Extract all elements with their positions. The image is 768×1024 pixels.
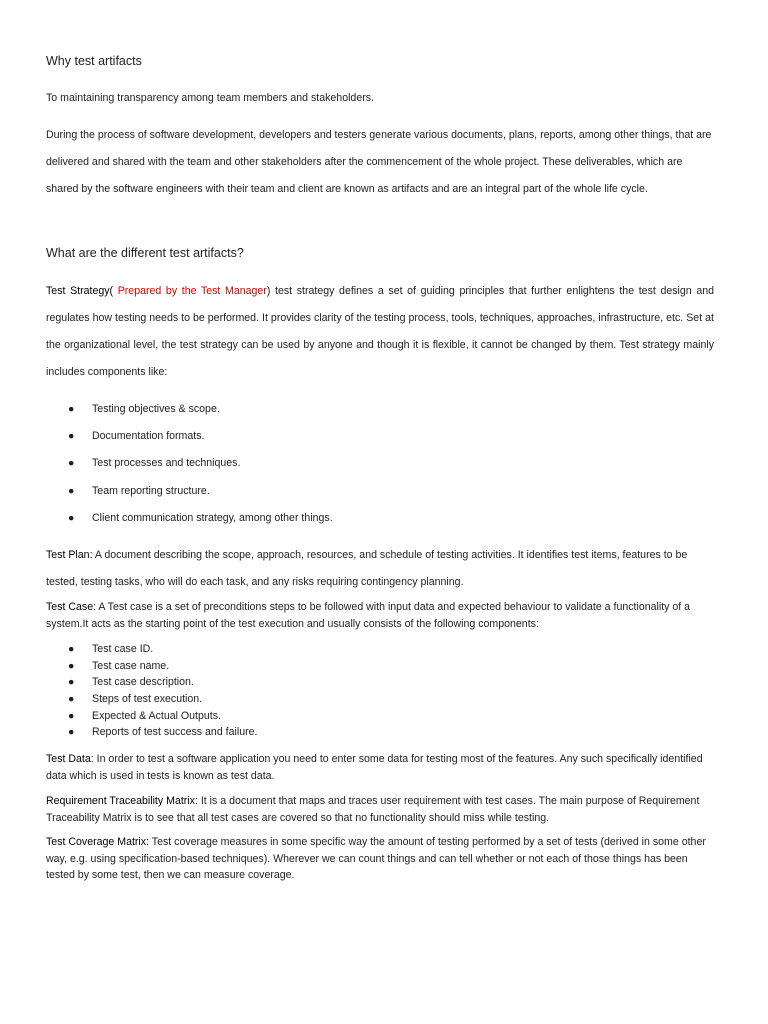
case-list-item bbox=[68, 659, 169, 673]
list-item-text: Documentation formats. bbox=[92, 430, 205, 442]
bullet-icon: ● bbox=[68, 693, 75, 705]
test-strategy-text: test strategy defines a set of guiding principles that further enlightens the test design and regulates how testing needs to be performed. It provides clarity of the testing process, tools, techniques, approaches, infrastructure, etc. Set at the organizational level, the test strategy can be used by anyone and though it is flexible, it cannot be changed by them. Test strategy mainly includes components like: bbox=[46, 285, 714, 378]
list-item-text: Expected & Actual Outputs. bbox=[92, 710, 221, 722]
test-data-paragraph bbox=[46, 751, 714, 784]
test-case-text: : A Test case is a set of preconditions steps to be followed with input data and expected behaviour to validate a functionality of a system.It acts as the starting point of the test execution and usually consists of the following components: bbox=[46, 601, 691, 630]
bullet-icon: ● bbox=[68, 676, 75, 688]
rtm-label: Requirement Traceability Matrix: bbox=[46, 795, 198, 807]
tcm-text: Test coverage measures in some specific way the amount of testing performed by a set of tests (derived in some other way, e.g. using specification-based techniques). Wherever we can count things and can tell whether or not each of those things has been tested by some test, then we can measure coverage. bbox=[46, 836, 706, 881]
tcm-paragraph bbox=[46, 834, 714, 884]
list-item-text: Team reporting structure. bbox=[92, 485, 210, 497]
bullet-icon: ● bbox=[68, 710, 75, 722]
heading-why-test-artifacts: Why test artifacts bbox=[46, 54, 142, 68]
rtm-paragraph bbox=[46, 793, 714, 826]
intro-text: To maintaining transparency among team members and stakeholders. bbox=[46, 92, 374, 104]
case-list-item bbox=[68, 725, 257, 739]
test-data-label: Test Data bbox=[46, 753, 91, 765]
strategy-list-item bbox=[68, 484, 210, 498]
test-plan-text: A document describing the scope, approach, resources, and schedule of testing activities. It identifies test items, features to be tested, testing tasks, who will do each task, and any risks requiring contingency planning. bbox=[46, 549, 688, 588]
test-case-label: Test Case bbox=[46, 601, 94, 613]
prepared-by-note: Prepared by the Test Manager bbox=[113, 285, 267, 297]
test-plan-paragraph bbox=[46, 542, 714, 596]
list-item-text: Reports of test success and failure. bbox=[92, 726, 258, 738]
tcm-label: Test Coverage Matrix: bbox=[46, 836, 150, 848]
case-list-item bbox=[68, 642, 153, 656]
bullet-icon: ● bbox=[68, 403, 75, 415]
strategy-list-item bbox=[68, 429, 204, 443]
bullet-icon: ● bbox=[68, 726, 75, 738]
heading-different-artifacts: What are the different test artifacts? bbox=[46, 246, 244, 260]
list-item-text: Steps of test execution. bbox=[92, 693, 203, 705]
case-list-item bbox=[68, 692, 202, 706]
list-item-text: Test processes and techniques. bbox=[92, 457, 241, 469]
bullet-icon: ● bbox=[68, 430, 75, 442]
bullet-icon: ● bbox=[68, 457, 75, 469]
list-item-text: Test case name. bbox=[92, 660, 170, 672]
test-strategy-close: ) bbox=[266, 285, 271, 297]
test-strategy-paragraph bbox=[46, 278, 714, 386]
bullet-icon: ● bbox=[68, 660, 75, 672]
strategy-list-item bbox=[68, 511, 333, 525]
case-list-item bbox=[68, 709, 221, 723]
list-item-text: Test case ID. bbox=[92, 643, 154, 655]
list-item-text: Testing objectives & scope. bbox=[92, 403, 220, 415]
list-item-text: Client communication strategy, among other things. bbox=[92, 512, 333, 524]
bullet-icon: ● bbox=[68, 643, 75, 655]
paragraph-artifacts: During the process of software development, developers and testers generate various documents, plans, reports, among other things, that are delivered and shared with the team and other stakeholders after the commencement of the whole project. These deliverables, which are shared by the software engineers with their team and client are known as artifacts and are an integral part of the whole life cycle. bbox=[46, 129, 712, 195]
rtm-text: It is a document that maps and traces user requirement with test cases. The main purpose of Requirement Traceability Matrix is to see that all test cases are covered so that no functionality should miss while testing. bbox=[46, 795, 700, 824]
test-data-text: : In order to test a software application you need to enter some data for testing most of the features. Any such specifically identified data which is used in tests is known as test data. bbox=[46, 753, 703, 782]
test-plan-label: Test Plan: bbox=[46, 549, 93, 561]
strategy-list-item bbox=[68, 456, 240, 470]
test-case-paragraph bbox=[46, 599, 714, 632]
test-strategy-label: Test Strategy( bbox=[46, 285, 114, 297]
case-list-item bbox=[68, 675, 194, 689]
list-item-text: Test case description. bbox=[92, 676, 194, 688]
bullet-icon: ● bbox=[68, 512, 75, 524]
bullet-icon: ● bbox=[68, 485, 75, 497]
strategy-list-item bbox=[68, 402, 220, 416]
